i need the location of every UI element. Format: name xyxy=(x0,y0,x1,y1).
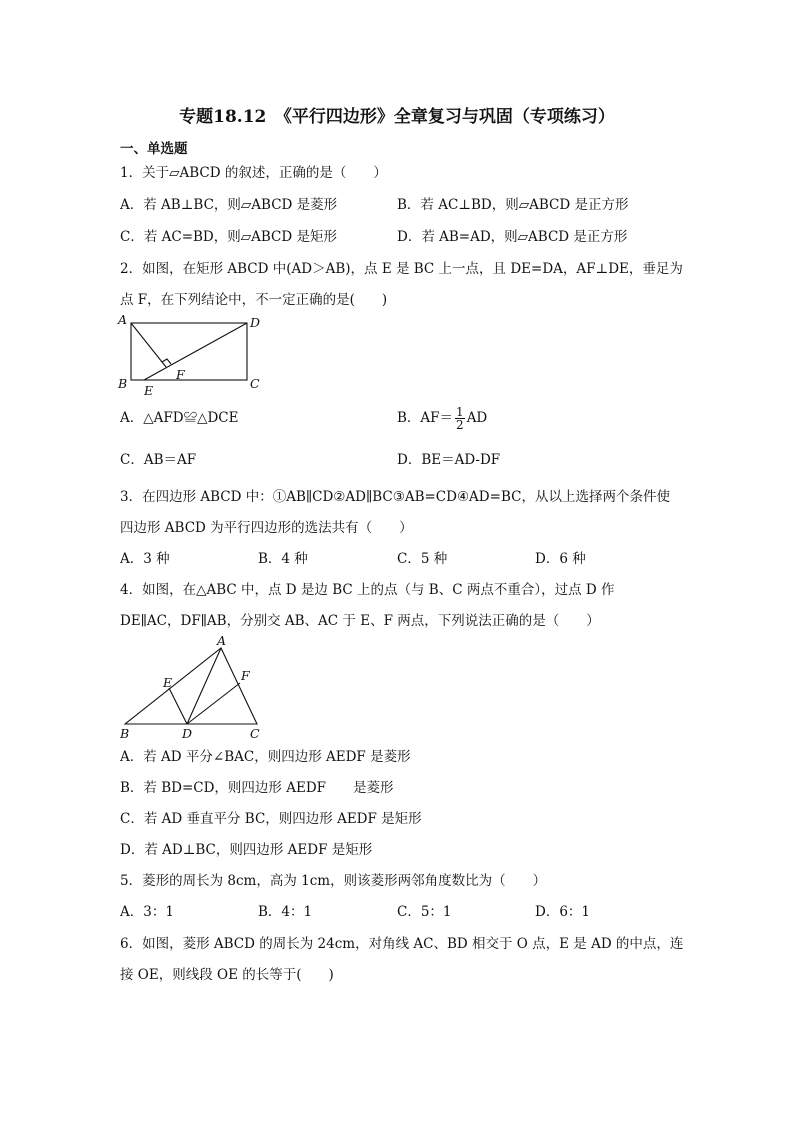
q3-stem-line2: 四边形 ABCD 为平行四边形的选法共有（ ） xyxy=(120,520,413,536)
q1-option-c: C．若 AC=BD，则▱ABCD 是矩形 xyxy=(120,229,338,245)
q3-option-a: A．3 种 xyxy=(120,551,170,567)
label-d: D xyxy=(250,315,261,330)
q2-stem-line2: 点 F，在下列结论中，不一定正确的是( ) xyxy=(120,292,388,308)
q2-option-b-prefix: B．AF＝ xyxy=(397,410,454,426)
q2-option-c: C．AB＝AF xyxy=(120,452,197,468)
label-d: D xyxy=(182,726,193,741)
q1-option-a: A．若 AB⊥BC，则▱ABCD 是菱形 xyxy=(120,197,338,213)
label-e: E xyxy=(144,383,154,398)
rect-abcd xyxy=(131,323,247,380)
label-b: B xyxy=(118,376,128,391)
q1-option-b: B．若 AC⊥BD，则▱ABCD 是正方形 xyxy=(397,197,629,213)
fraction-numerator: 1 xyxy=(456,405,464,419)
segment-df xyxy=(187,683,240,724)
label-b: B xyxy=(120,726,130,741)
q4-option-c: C．若 AD 垂直平分 BC，则四边形 AEDF 是矩形 xyxy=(120,811,422,827)
q5-stem: 5．菱形的周长为 8cm，高为 1cm，则该菱形两邻角度数比为（ ） xyxy=(120,873,547,889)
label-e: E xyxy=(163,675,173,690)
q3-option-c: C．5 种 xyxy=(397,551,448,567)
triangle-abc xyxy=(125,648,257,724)
q1-stem: 1．关于▱ABCD 的叙述，正确的是（ ） xyxy=(120,165,387,181)
q2-option-d: D．BE＝AD-DF xyxy=(397,452,501,468)
q6-stem-line1: 6．如图，菱形 ABCD 的周长为 24cm，对角线 AC、BD 相交于 O 点，E 是 AD 的中点，连 xyxy=(120,936,684,952)
fraction-one-half xyxy=(455,406,465,431)
section-heading: 一、单选题 xyxy=(120,141,188,157)
segment-de xyxy=(169,688,187,724)
fraction-denominator: 2 xyxy=(456,418,464,432)
q4-option-b: B．若 BD=CD，则四边形 AEDF 是菱形 xyxy=(120,780,394,796)
q4-figure xyxy=(110,632,270,742)
q4-stem-line2: DE∥AC，DF∥AB，分别交 AB、AC 于 E、F 两点，下列说法正确的是（ ） xyxy=(120,613,600,629)
label-c: C xyxy=(250,726,260,741)
q2-option-a: A．△AFD≌△DCE xyxy=(120,410,239,426)
q3-option-b: B．4 种 xyxy=(258,551,308,567)
q5-option-d: D．6：1 xyxy=(535,904,591,920)
segment-af xyxy=(131,323,166,367)
q4-option-d: D．若 AD⊥BC，则四边形 AEDF 是矩形 xyxy=(120,842,373,858)
q5-option-c: C．5：1 xyxy=(397,904,452,920)
q2-option-b-suffix: AD xyxy=(466,410,488,426)
q2-figure xyxy=(110,310,280,402)
q5-option-b: B．4：1 xyxy=(258,904,313,920)
label-c: C xyxy=(250,376,260,391)
label-f: F xyxy=(176,367,185,382)
q4-stem-line1: 4．如图，在△ABC 中，点 D 是边 BC 上的点（与 B、C 两点不重合），过点 D 作 xyxy=(120,582,615,598)
segment-de xyxy=(144,323,247,380)
label-f: F xyxy=(241,668,250,683)
q1-option-d: D．若 AB=AD，则▱ABCD 是正方形 xyxy=(397,229,628,245)
page-title: 专题18.12 《平行四边形》全章复习与巩固（专项练习） xyxy=(179,107,615,127)
label-a: A xyxy=(217,633,227,648)
q5-option-a: A．3：1 xyxy=(120,904,174,920)
q6-stem-line2: 接 OE，则线段 OE 的长等于( ) xyxy=(120,967,334,983)
q3-stem-line1: 3．在四边形 ABCD 中：①AB∥CD②AD∥BC③AB=CD④AD=BC，从以上选择两个条件使 xyxy=(120,489,670,505)
segment-ad xyxy=(187,648,221,724)
q2-option-b xyxy=(397,400,487,436)
q3-option-d: D．6 种 xyxy=(535,551,586,567)
label-a: A xyxy=(118,312,128,327)
q4-option-a: A．若 AD 平分∠BAC，则四边形 AEDF 是菱形 xyxy=(120,749,411,765)
q2-stem-line1: 2．如图，在矩形 ABCD 中(AD＞AB)，点 E 是 BC 上一点，且 DE=DA，AF⊥DE，垂足为 xyxy=(120,261,683,277)
